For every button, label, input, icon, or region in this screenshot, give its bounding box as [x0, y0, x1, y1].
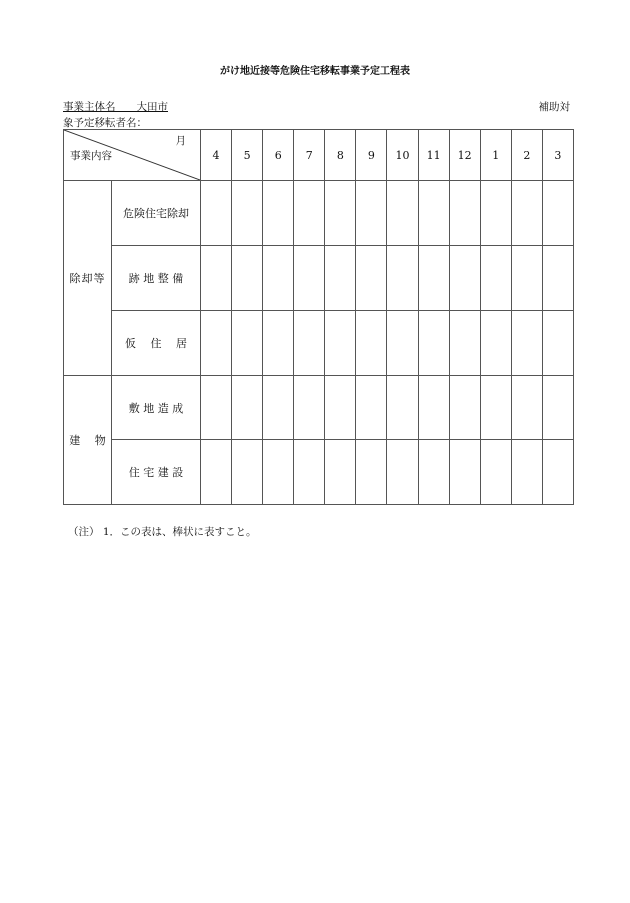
header-row	[64, 130, 574, 181]
group-label-removal: 除却等	[64, 181, 112, 376]
group-label-building: 建 物	[64, 376, 112, 505]
operator-label: 事業主体名	[63, 101, 116, 113]
month-header: 2	[511, 130, 542, 181]
table-row	[64, 246, 574, 311]
footnote: （注） 1．この表は、棒状に表すこと。	[68, 526, 257, 538]
corner-header-cell	[64, 130, 201, 181]
table-row	[64, 311, 574, 376]
month-header: 11	[418, 130, 449, 181]
relocatee-label: 象予定移転者名：	[63, 117, 147, 129]
table-row	[64, 376, 574, 440]
item-label: 敷 地 造 成	[112, 376, 201, 440]
month-header: 4	[201, 130, 232, 181]
item-label: 跡 地 整 備	[112, 246, 201, 311]
operator-line	[63, 99, 168, 114]
table-row	[64, 181, 574, 246]
month-header: 8	[325, 130, 356, 181]
schedule-table	[63, 129, 574, 505]
month-header: 5	[232, 130, 263, 181]
month-header: 3	[542, 130, 573, 181]
content-label: 事業内容	[70, 150, 112, 162]
item-label: 仮 住 居	[112, 311, 201, 376]
month-label: 月	[175, 135, 186, 147]
table-row	[64, 440, 574, 505]
item-label: 危険住宅除却	[112, 181, 201, 246]
subsidy-label: 補助対	[538, 101, 570, 113]
month-header: 12	[449, 130, 480, 181]
month-header: 1	[480, 130, 511, 181]
month-header: 10	[387, 130, 418, 181]
month-header: 9	[356, 130, 387, 181]
document-title: がけ地近接等危険住宅移転事業予定工程表	[220, 66, 410, 77]
item-label: 住 宅 建 設	[112, 440, 201, 505]
operator-value: 大田市	[136, 101, 168, 113]
month-header: 7	[294, 130, 325, 181]
month-header: 6	[263, 130, 294, 181]
